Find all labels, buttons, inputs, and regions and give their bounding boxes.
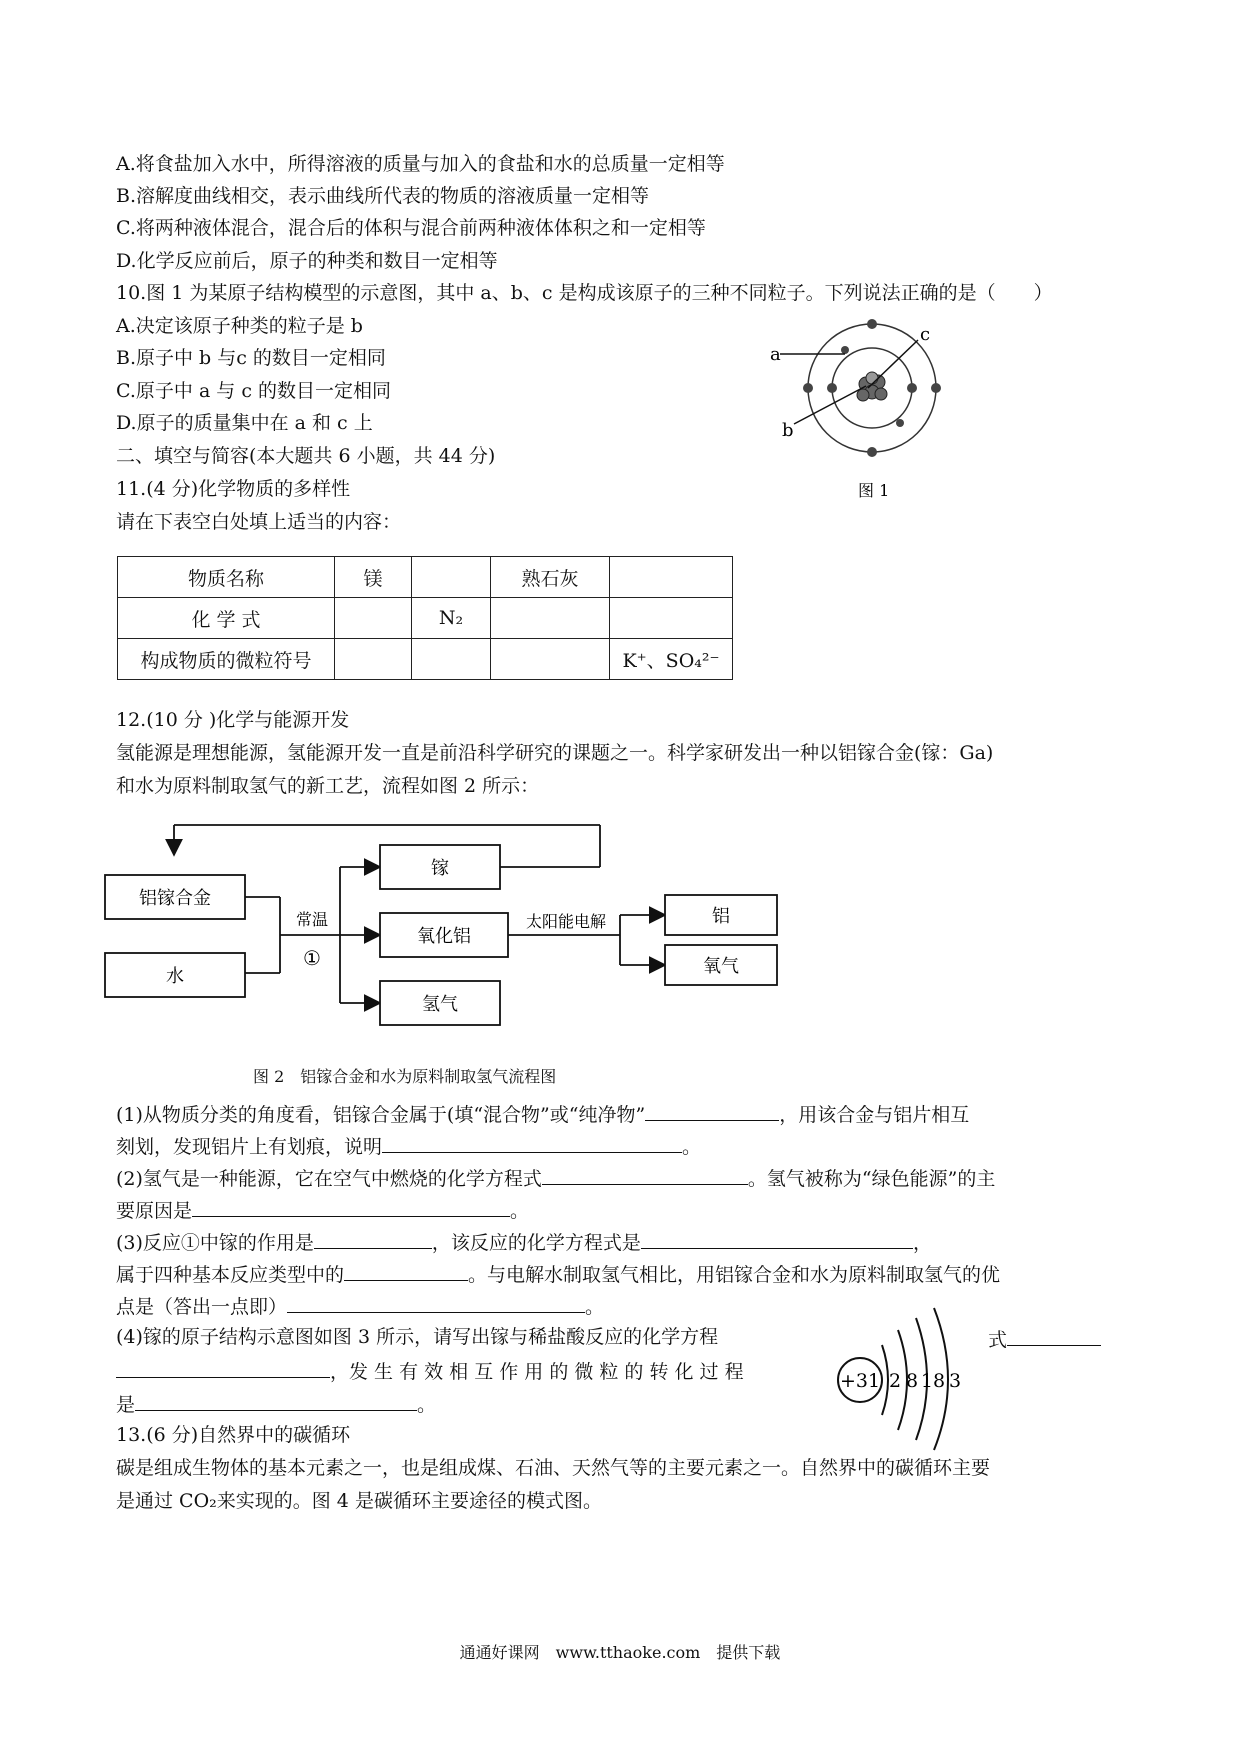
gallium-label: 镓: [431, 858, 449, 879]
answer-blank[interactable]: [645, 1100, 779, 1121]
label-b: b: [782, 420, 794, 441]
q12-part-1-line-1: (1)从物质分类的角度看，铝镓合金属于(填“混合物”或“纯净物” ，用该合金与铝片相互: [116, 1100, 969, 1127]
alloy-label: 铝镓合金: [139, 888, 211, 909]
q12-part-4-line-3: 是 。: [116, 1390, 436, 1417]
figure-1-caption: 图 1: [858, 481, 890, 500]
q10-option-d: D.原子的质量集中在 a 和 c 上: [116, 412, 373, 434]
label-c: c: [920, 324, 931, 345]
table-cell[interactable]: [412, 639, 491, 680]
table-cell: 化 学 式: [118, 598, 335, 639]
flowchart-figure: [100, 815, 780, 1075]
q12-part-3-line-3: 点是（答出一点即） 。: [116, 1292, 604, 1319]
table-cell: 构成物质的微粒符号: [118, 639, 335, 680]
figure-2-caption: 图 2 铝镓合金和水为原料制取氢气流程图: [253, 1067, 557, 1086]
table-cell[interactable]: [610, 557, 733, 598]
answer-blank[interactable]: [641, 1228, 913, 1249]
hydrogen-label: 氢气: [422, 994, 458, 1015]
q12-part-4-line-1-end: 式: [988, 1325, 1101, 1352]
answer-blank[interactable]: [1007, 1325, 1101, 1346]
label-a: a: [770, 344, 781, 365]
q12-part-3-line-2: 属于四种基本反应类型中的 。与电解水制取氢气相比，用铝镓合金和水为原料制取氢气的优: [116, 1260, 1000, 1287]
shell-1: 2: [888, 1370, 902, 1392]
table-row: [118, 639, 733, 680]
step-mark: ①: [303, 946, 321, 970]
answer-blank[interactable]: [135, 1390, 417, 1411]
table-cell: 物质名称: [118, 557, 335, 598]
table-cell: K⁺、SO₄²⁻: [610, 639, 733, 680]
water-label: 水: [166, 966, 184, 987]
page-footer: 通通好课网 www.tthaoke.com 提供下载: [459, 1643, 781, 1662]
table-cell: N₂: [412, 598, 491, 639]
q9-option-c: C.将两种液体混合，混合后的体积与混合前两种液体体积之和一定相等: [116, 217, 706, 239]
aluminum-label: 铝: [712, 906, 730, 927]
answer-blank[interactable]: [192, 1196, 510, 1217]
q11-table: [117, 556, 733, 680]
table-cell[interactable]: [491, 598, 610, 639]
table-cell[interactable]: [491, 639, 610, 680]
table-cell[interactable]: [335, 639, 412, 680]
q11-title: 11.(4 分)化学物质的多样性: [116, 478, 351, 500]
table-cell: 镁: [335, 557, 412, 598]
answer-blank[interactable]: [344, 1260, 468, 1281]
answer-blank[interactable]: [382, 1132, 682, 1153]
section-2-title: 二、填空与简容(本大题共 6 小题，共 44 分): [116, 445, 496, 467]
q10-stem: 10.图 1 为某原子结构模型的示意图，其中 a、b、c 是构成该原子的三种不同粒子。下列说法正确的是（ ）: [116, 282, 1053, 304]
q12-part-1-line-2: 刻划，发现铝片上有划痕，说明 。: [116, 1132, 701, 1159]
q12-title: 12.(10 分 )化学与能源开发: [116, 709, 350, 731]
q10-option-a: A.决定该原子种类的粒子是 b: [116, 315, 363, 337]
nucleus: [857, 372, 887, 401]
nucleus-charge: +31: [839, 1370, 881, 1392]
table-row: [118, 557, 733, 598]
table-cell[interactable]: [335, 598, 412, 639]
answer-blank[interactable]: [314, 1228, 432, 1249]
answer-blank[interactable]: [542, 1164, 748, 1185]
q12-part-3-line-1: (3)反应①中镓的作用是 ，该反应的化学方程式是 ，: [116, 1228, 932, 1255]
q13-title: 13.(6 分)自然界中的碳循环: [116, 1424, 351, 1446]
q9-option-b: B.溶解度曲线相交，表示曲线所代表的物质的溶液质量一定相等: [116, 185, 650, 207]
q9-option-d: D.化学反应前后，原子的种类和数目一定相等: [116, 250, 498, 272]
oxygen-label: 氧气: [703, 956, 739, 977]
table-row: [118, 598, 733, 639]
q12-intro-1: 氢能源是理想能源，氢能源开发一直是前沿科学研究的课题之一。科学家研发出一种以铝镓合金(镓：Ga): [116, 742, 994, 764]
q12-part-4-line-2: ，发 生 有 效 相 互 作 用 的 微 粒 的 转 化 过 程: [116, 1357, 744, 1384]
q10-option-c: C.原子中 a 与 c 的数目一定相同: [116, 380, 392, 402]
electrolysis-label: 太阳能电解: [525, 912, 607, 931]
gallium-atom-diagram: [830, 1300, 980, 1430]
shell-4: 3: [948, 1370, 962, 1392]
answer-blank[interactable]: [116, 1357, 330, 1378]
q9-option-a: A.将食盐加入水中，所得溶液的质量与加入的食盐和水的总质量一定相等: [116, 153, 725, 175]
table-cell: 熟石灰: [491, 557, 610, 598]
shell-3: 18: [920, 1370, 946, 1392]
table-cell[interactable]: [412, 557, 491, 598]
q13-line-1: 碳是组成生物体的基本元素之一，也是组成煤、石油、天然气等的主要元素之一。自然界中的碳循环主要: [116, 1457, 991, 1479]
q12-intro-2: 和水为原料制取氢气的新工艺，流程如图 2 所示：: [116, 775, 540, 797]
table-cell[interactable]: [610, 598, 733, 639]
q10-option-b: B.原子中 b 与c 的数目一定相同: [116, 347, 386, 369]
shell-2: 8: [905, 1370, 919, 1392]
atom-model-figure: [770, 320, 960, 500]
q11-instruction: 请在下表空白处填上适当的内容：: [116, 511, 402, 533]
q12-part-2-line-1: (2)氢气是一种能源，它在空气中燃烧的化学方程式 。氢气被称为“绿色能源”的主: [116, 1164, 995, 1191]
condition-label: 常温: [295, 910, 329, 929]
alumina-label: 氧化铝: [417, 926, 471, 947]
q12-part-4-line-1: (4)镓的原子结构示意图如图 3 所示，请写出镓与稀盐酸反应的化学方程: [116, 1326, 719, 1348]
q12-part-2-line-2: 要原因是 。: [116, 1196, 529, 1223]
q13-line-2: 是通过 CO₂来实现的。图 4 是碳循环主要途径的模式图。: [116, 1490, 602, 1512]
answer-blank[interactable]: [287, 1292, 585, 1313]
